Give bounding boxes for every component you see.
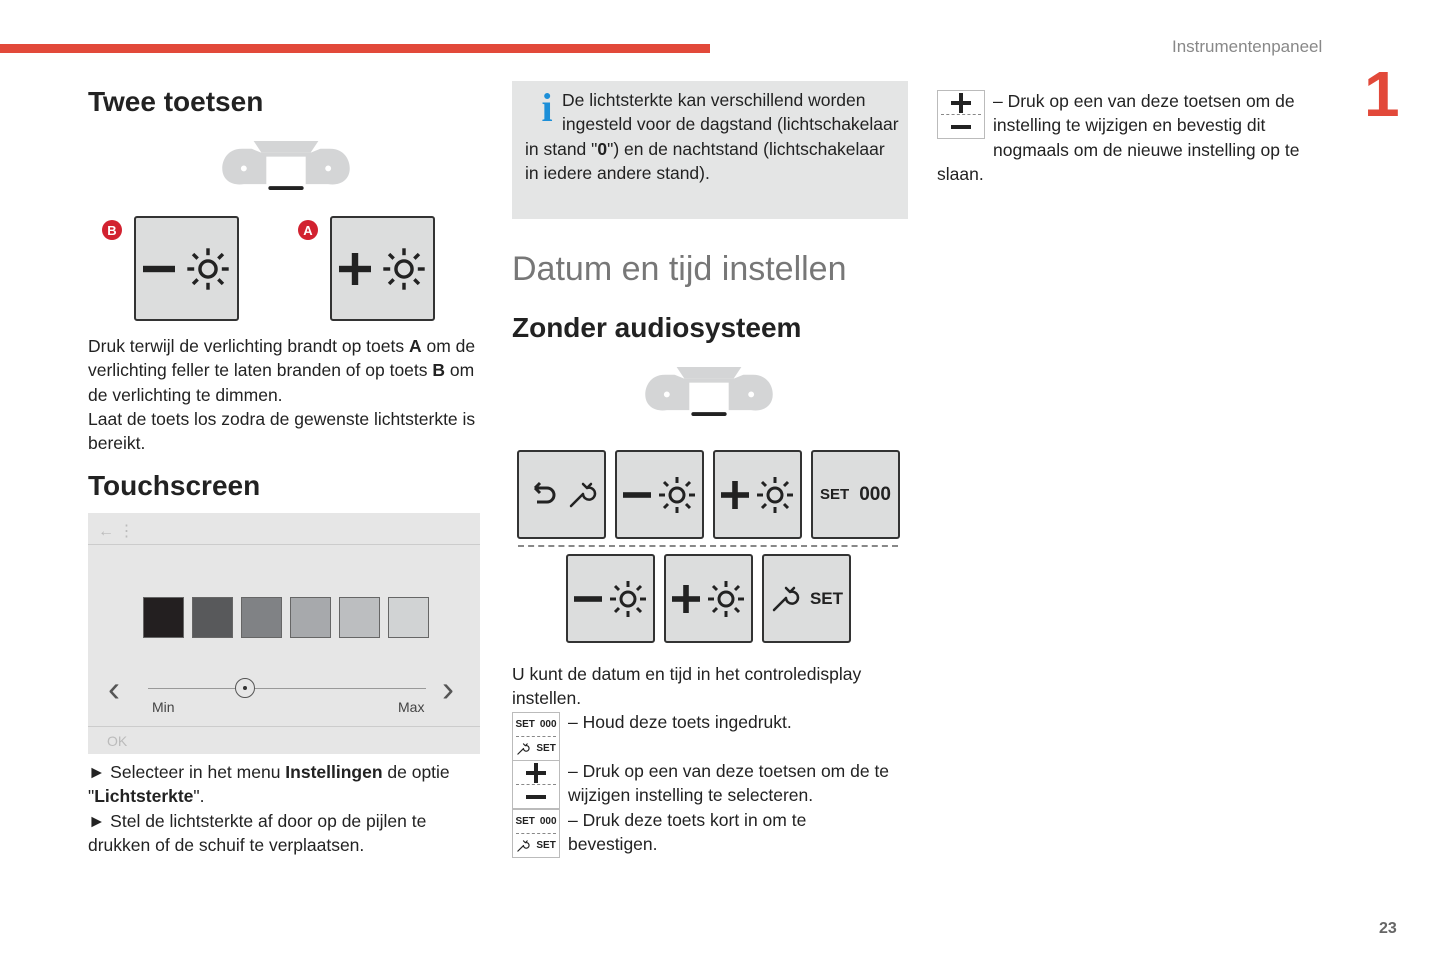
set-key-mini-icon: SET 000 SET — [512, 712, 560, 761]
wrench-icon — [770, 584, 800, 614]
plus-minus-mini-icon — [512, 760, 560, 809]
instrument-cluster-illustration — [645, 365, 773, 416]
back-icon — [527, 480, 557, 510]
sun-icon — [657, 475, 697, 515]
instruction-paragraph: Druk terwijl de verlichting brandt op toets A om de verlichting feller te laten branden of op toets B om de verlichting te dimmen. Laat de toets los zodra de gewenste lichtsterkte is bereikt. — [88, 336, 476, 454]
brightness-swatch — [241, 597, 282, 638]
brightness-swatch — [290, 597, 331, 638]
brightness-swatches — [143, 597, 429, 638]
brightness-swatch — [192, 597, 233, 638]
dim-button[interactable] — [566, 554, 655, 643]
ok-button[interactable]: OK — [107, 733, 128, 749]
slider-min-label: Min — [152, 699, 175, 715]
right-step: – Druk op een van deze toetsen om de instelling te wijzigen en bevestig dit nogmaals om de nieuwe instelling op te slaan. — [937, 91, 1300, 184]
heading-without-audio: Zonder audiosysteem — [512, 312, 802, 343]
set-label: SET — [820, 486, 850, 503]
brightness-swatch — [388, 597, 429, 638]
chevron-left-icon[interactable]: ‹ — [108, 668, 120, 709]
minus-icon — [574, 585, 602, 613]
plus-icon — [672, 585, 700, 613]
chevron-right-icon[interactable]: › — [442, 668, 454, 709]
settings-set-button[interactable] — [762, 554, 851, 643]
sun-icon — [755, 475, 795, 515]
info-box — [512, 81, 908, 219]
set-000-button[interactable] — [811, 450, 900, 539]
dim-button-b[interactable] — [134, 216, 239, 321]
set-key-mini-icon: SET 000 SET — [512, 809, 560, 858]
touchscreen-instructions: ► Selecteer in het menu Instellingen de optie "Lichtsterkte". ► Stel de lichtsterkte af door op de pijlen te drukken of de schuif te verplaatsen. — [88, 762, 450, 855]
touchscreen-illustration — [88, 513, 480, 754]
slider-max-label: Max — [398, 699, 425, 715]
step-2: – Druk op een van deze toetsen om de te wijzigen instelling te selecteren. — [568, 761, 890, 806]
back-settings-button[interactable] — [517, 450, 606, 539]
page-number: 23 — [1379, 920, 1397, 937]
wrench-icon — [567, 480, 597, 510]
section-title: Instrumentenpaneel — [1172, 37, 1323, 56]
step-1: – Houd deze toets ingedrukt. — [568, 712, 792, 732]
brighten-button-a[interactable] — [330, 216, 435, 321]
brightness-swatch — [143, 597, 184, 638]
step-3: – Druk deze toets kort in om te bevestigen. — [568, 810, 807, 855]
set-label: SET — [809, 588, 844, 608]
sun-icon — [185, 246, 231, 292]
plus-icon — [339, 253, 371, 285]
sun-icon — [381, 246, 427, 292]
brighten-button[interactable] — [664, 554, 753, 643]
chapter-color-bar — [0, 44, 710, 53]
chapter-number: 1 — [1364, 58, 1400, 130]
divider — [518, 545, 898, 547]
back-arrow-icon: ← ⋮ — [98, 523, 135, 540]
minus-icon — [143, 253, 175, 285]
brightness-swatch — [339, 597, 380, 638]
badge-a: A — [298, 220, 318, 240]
heading-date-time: Datum en tijd instellen — [512, 250, 847, 288]
dim-button[interactable] — [615, 450, 704, 539]
instrument-cluster-illustration — [222, 139, 350, 190]
brighten-button[interactable] — [713, 450, 802, 539]
slider-thumb[interactable] — [235, 678, 255, 698]
sun-icon — [608, 579, 648, 619]
heading-touchscreen: Touchscreen — [88, 470, 261, 501]
plus-icon — [721, 481, 749, 509]
minus-icon — [623, 481, 651, 509]
badge-b: B — [102, 220, 122, 240]
sun-icon — [706, 579, 746, 619]
heading-two-buttons: Twee toetsen — [88, 86, 264, 117]
zeros-label: 000 — [859, 483, 891, 505]
info-text: i De lichtsterkte kan verschillend worden ingesteld voor de dagstand (lichtschakelaar in stand "0") en de nachtstand (lichtschakelaar in iedere andere stand). — [525, 85, 899, 183]
plus-minus-mini-icon — [937, 90, 985, 139]
brightness-slider[interactable] — [148, 688, 426, 689]
info-icon: i — [541, 85, 553, 130]
intro-text: U kunt de datum en tijd in het controledisplay instellen. — [512, 664, 862, 709]
